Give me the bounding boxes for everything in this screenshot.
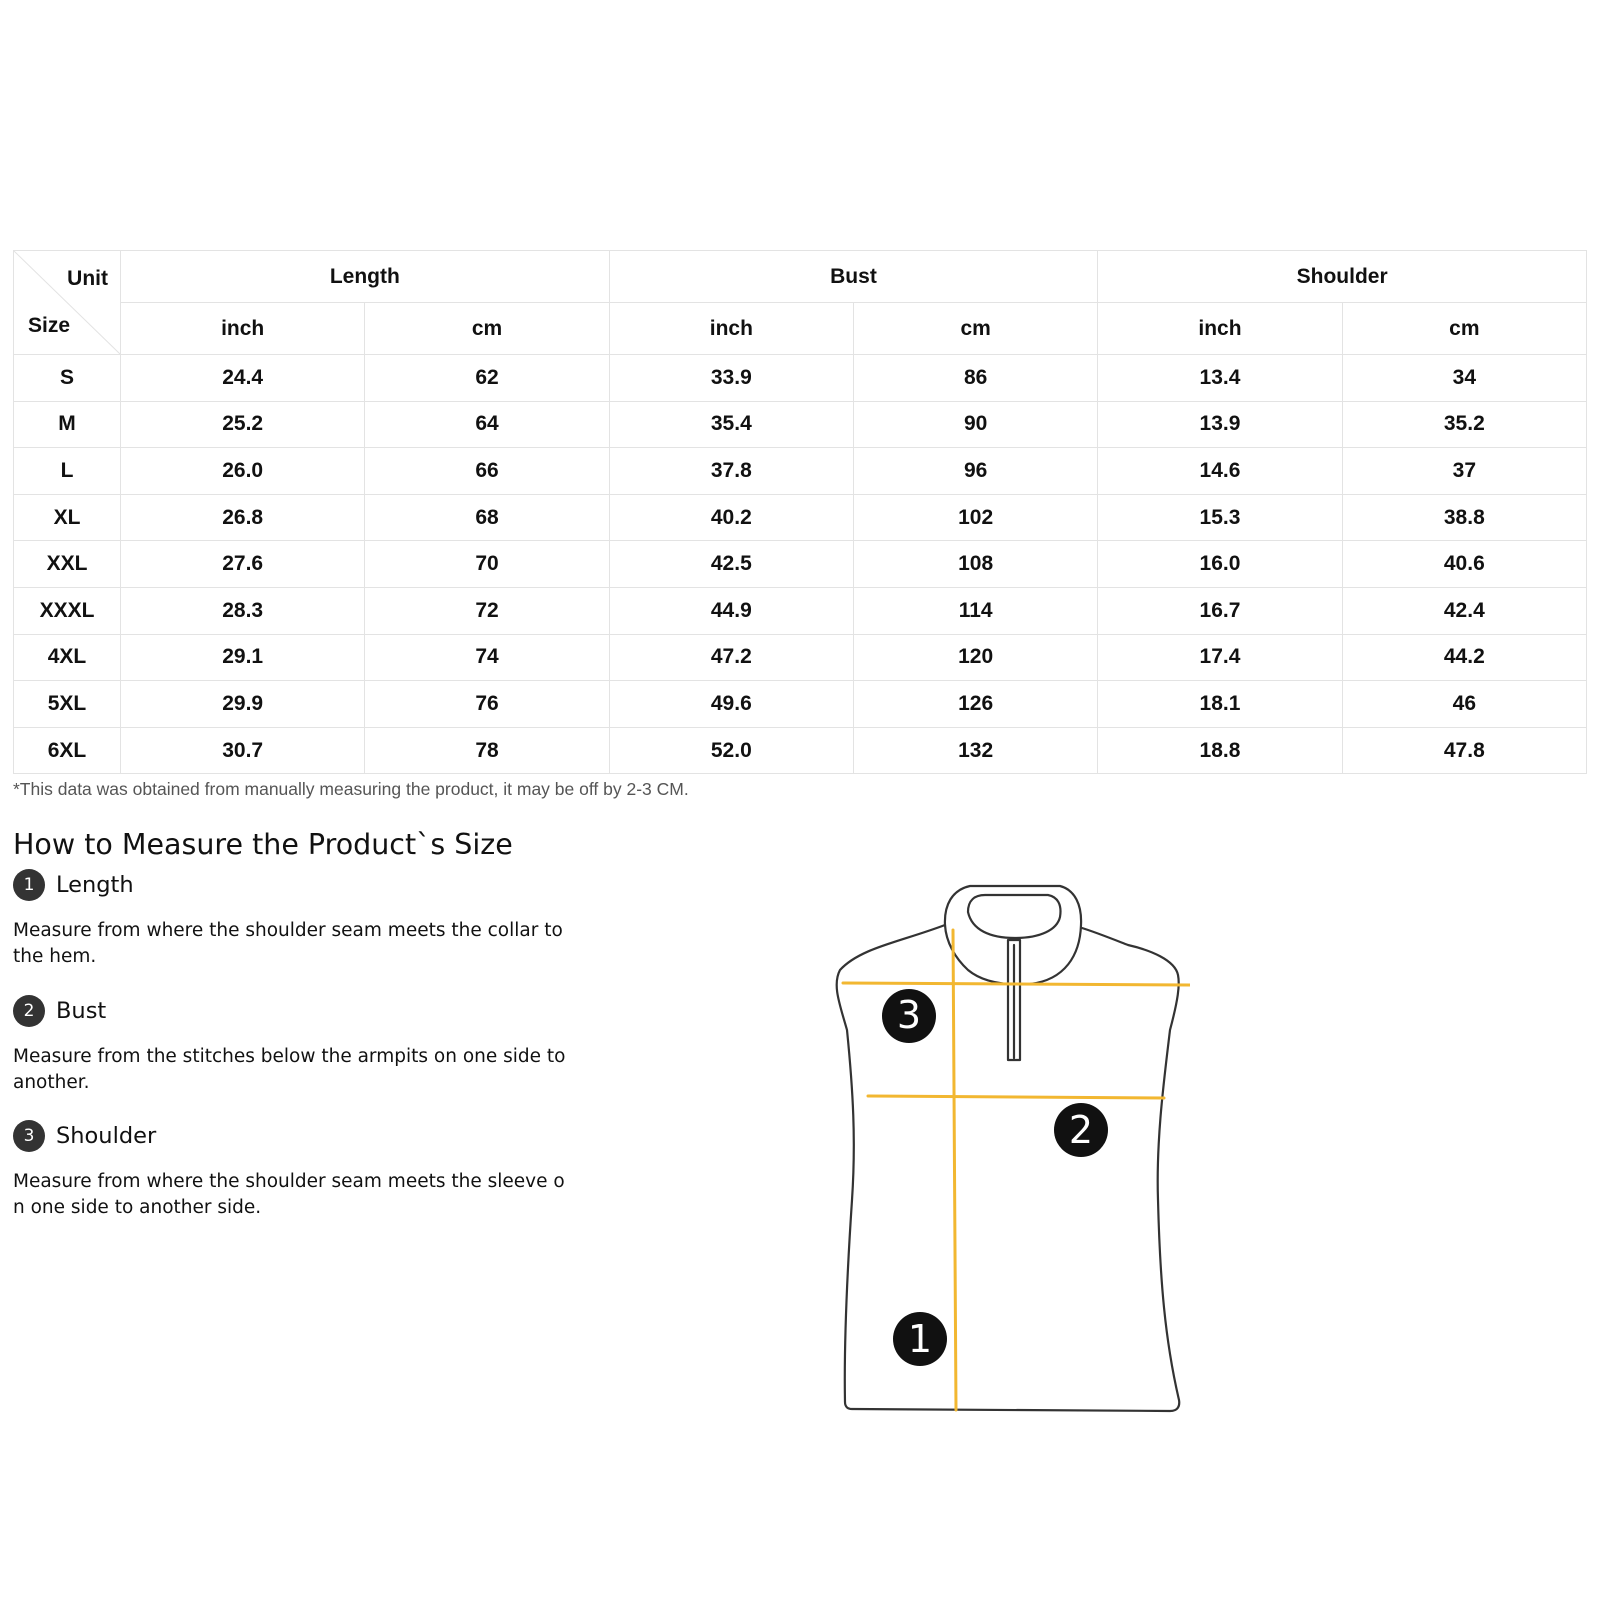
measurement-cell: 96: [853, 448, 1097, 495]
step-length-heading: [13, 869, 134, 901]
measurement-cell: 26.8: [121, 494, 365, 541]
measurement-note: *This data was obtained from manually measuring the product, it may be off by 2-3 CM.: [13, 779, 689, 799]
measurement-cell: 17.4: [1098, 634, 1342, 681]
measurement-cell: 26.0: [121, 448, 365, 495]
step-length-description: Measure from where the shoulder seam meets the collar to the hem.: [13, 920, 563, 967]
table-row: [14, 355, 1587, 402]
howto-title: How to Measure the Product`s Size: [13, 828, 513, 861]
step-number-badge: 3: [13, 1120, 45, 1152]
measurement-cell: 38.8: [1342, 494, 1586, 541]
measurement-cell: 40.2: [609, 494, 853, 541]
measurement-cell: 18.1: [1098, 681, 1342, 728]
measurement-cell: 13.9: [1098, 401, 1342, 448]
unit-header: cm: [1342, 303, 1586, 355]
corner-unit-label: Unit: [67, 267, 108, 290]
shoulder-line: [843, 983, 1190, 985]
measurement-cell: 18.8: [1098, 727, 1342, 774]
measurement-cell: 72: [365, 587, 609, 634]
size-label-cell: XXXL: [14, 587, 121, 634]
bust-line: [868, 1096, 1164, 1098]
measurement-cell: 35.2: [1342, 401, 1586, 448]
corner-size-label: Size: [28, 314, 71, 337]
table-row: [14, 587, 1587, 634]
measurement-cell: 62: [365, 355, 609, 402]
size-label-cell: XXL: [14, 541, 121, 588]
step-bust-heading: [13, 995, 106, 1027]
measurement-cell: 29.9: [121, 681, 365, 728]
vest-zipper: [1008, 940, 1020, 1060]
measurement-cell: 52.0: [609, 727, 853, 774]
marker-2: [1054, 1103, 1108, 1157]
measurement-cell: 102: [853, 494, 1097, 541]
measurement-cell: 14.6: [1098, 448, 1342, 495]
group-header-bust: Bust: [609, 251, 1098, 303]
measurement-cell: 15.3: [1098, 494, 1342, 541]
measurement-cell: 70: [365, 541, 609, 588]
table-body: [14, 355, 1587, 774]
measurement-cell: 35.4: [609, 401, 853, 448]
step-bust-description: Measure from the stitches below the armpits on one side to another.: [13, 1046, 566, 1093]
measurement-cell: 13.4: [1098, 355, 1342, 402]
group-header-length: Length: [121, 251, 610, 303]
size-label-cell: 5XL: [14, 681, 121, 728]
measurement-cell: 76: [365, 681, 609, 728]
unit-header: inch: [1098, 303, 1342, 355]
measurement-cell: 90: [853, 401, 1097, 448]
measurement-cell: 126: [853, 681, 1097, 728]
table-row: [14, 494, 1587, 541]
measurement-cell: 24.4: [121, 355, 365, 402]
measurement-cell: 66: [365, 448, 609, 495]
measurement-cell: 49.6: [609, 681, 853, 728]
measurement-cell: 47.8: [1342, 727, 1586, 774]
measurement-cell: 16.0: [1098, 541, 1342, 588]
table-row: [14, 727, 1587, 774]
unit-header: cm: [365, 303, 609, 355]
measurement-cell: 42.5: [609, 541, 853, 588]
table-corner-cell: [14, 251, 121, 355]
table-row: [14, 681, 1587, 728]
size-label-cell: 6XL: [14, 727, 121, 774]
measurement-cell: 78: [365, 727, 609, 774]
step-name: Shoulder: [56, 1123, 157, 1149]
marker-2-label: 2: [1068, 1108, 1094, 1152]
size-label-cell: S: [14, 355, 121, 402]
size-label-cell: 4XL: [14, 634, 121, 681]
measurement-cell: 47.2: [609, 634, 853, 681]
measurement-cell: 33.9: [609, 355, 853, 402]
measurement-cell: 132: [853, 727, 1097, 774]
marker-3: [882, 989, 936, 1043]
measurement-cell: 37.8: [609, 448, 853, 495]
table-row: [14, 541, 1587, 588]
measurement-cell: 86: [853, 355, 1097, 402]
step-name: Length: [56, 872, 134, 898]
table-row: [14, 634, 1587, 681]
marker-1-label: 1: [907, 1317, 933, 1361]
size-label-cell: L: [14, 448, 121, 495]
measurement-cell: 29.1: [121, 634, 365, 681]
measurement-cell: 46: [1342, 681, 1586, 728]
measurement-cell: 120: [853, 634, 1097, 681]
measurement-cell: 42.4: [1342, 587, 1586, 634]
vest-collar-inner: [968, 895, 1061, 938]
measurement-cell: 25.2: [121, 401, 365, 448]
vest-outline: [837, 886, 1180, 1411]
measurement-cell: 114: [853, 587, 1097, 634]
size-chart-table: [13, 250, 1587, 774]
step-name: Bust: [56, 998, 107, 1024]
measurement-cell: 27.6: [121, 541, 365, 588]
size-label-cell: M: [14, 401, 121, 448]
step-number-badge: 1: [13, 869, 45, 901]
step-number-badge: 2: [13, 995, 45, 1027]
marker-1: [893, 1312, 947, 1366]
measurement-cell: 64: [365, 401, 609, 448]
unit-header: inch: [609, 303, 853, 355]
table-header-row-units: [14, 303, 1587, 355]
measurement-cell: 44.9: [609, 587, 853, 634]
marker-3-label: 3: [896, 993, 922, 1037]
vest-measurement-diagram: [820, 870, 1190, 1425]
measurement-cell: 40.6: [1342, 541, 1586, 588]
unit-header: inch: [121, 303, 365, 355]
step-shoulder-description: Measure from where the shoulder seam meets the sleeve on one side to another side.: [13, 1171, 565, 1218]
group-header-shoulder: Shoulder: [1098, 251, 1587, 303]
measurement-cell: 44.2: [1342, 634, 1586, 681]
measurement-cell: 28.3: [121, 587, 365, 634]
size-label-cell: XL: [14, 494, 121, 541]
length-line: [953, 930, 956, 1410]
measurement-cell: 108: [853, 541, 1097, 588]
measurement-cell: 16.7: [1098, 587, 1342, 634]
step-shoulder-heading: [13, 1120, 156, 1152]
unit-header: cm: [853, 303, 1097, 355]
measurement-cell: 37: [1342, 448, 1586, 495]
measurement-cell: 34: [1342, 355, 1586, 402]
measurement-cell: 68: [365, 494, 609, 541]
measurement-cell: 74: [365, 634, 609, 681]
measurement-cell: 30.7: [121, 727, 365, 774]
table-row: [14, 401, 1587, 448]
table-header-row-groups: [14, 251, 1587, 303]
table-row: [14, 448, 1587, 495]
